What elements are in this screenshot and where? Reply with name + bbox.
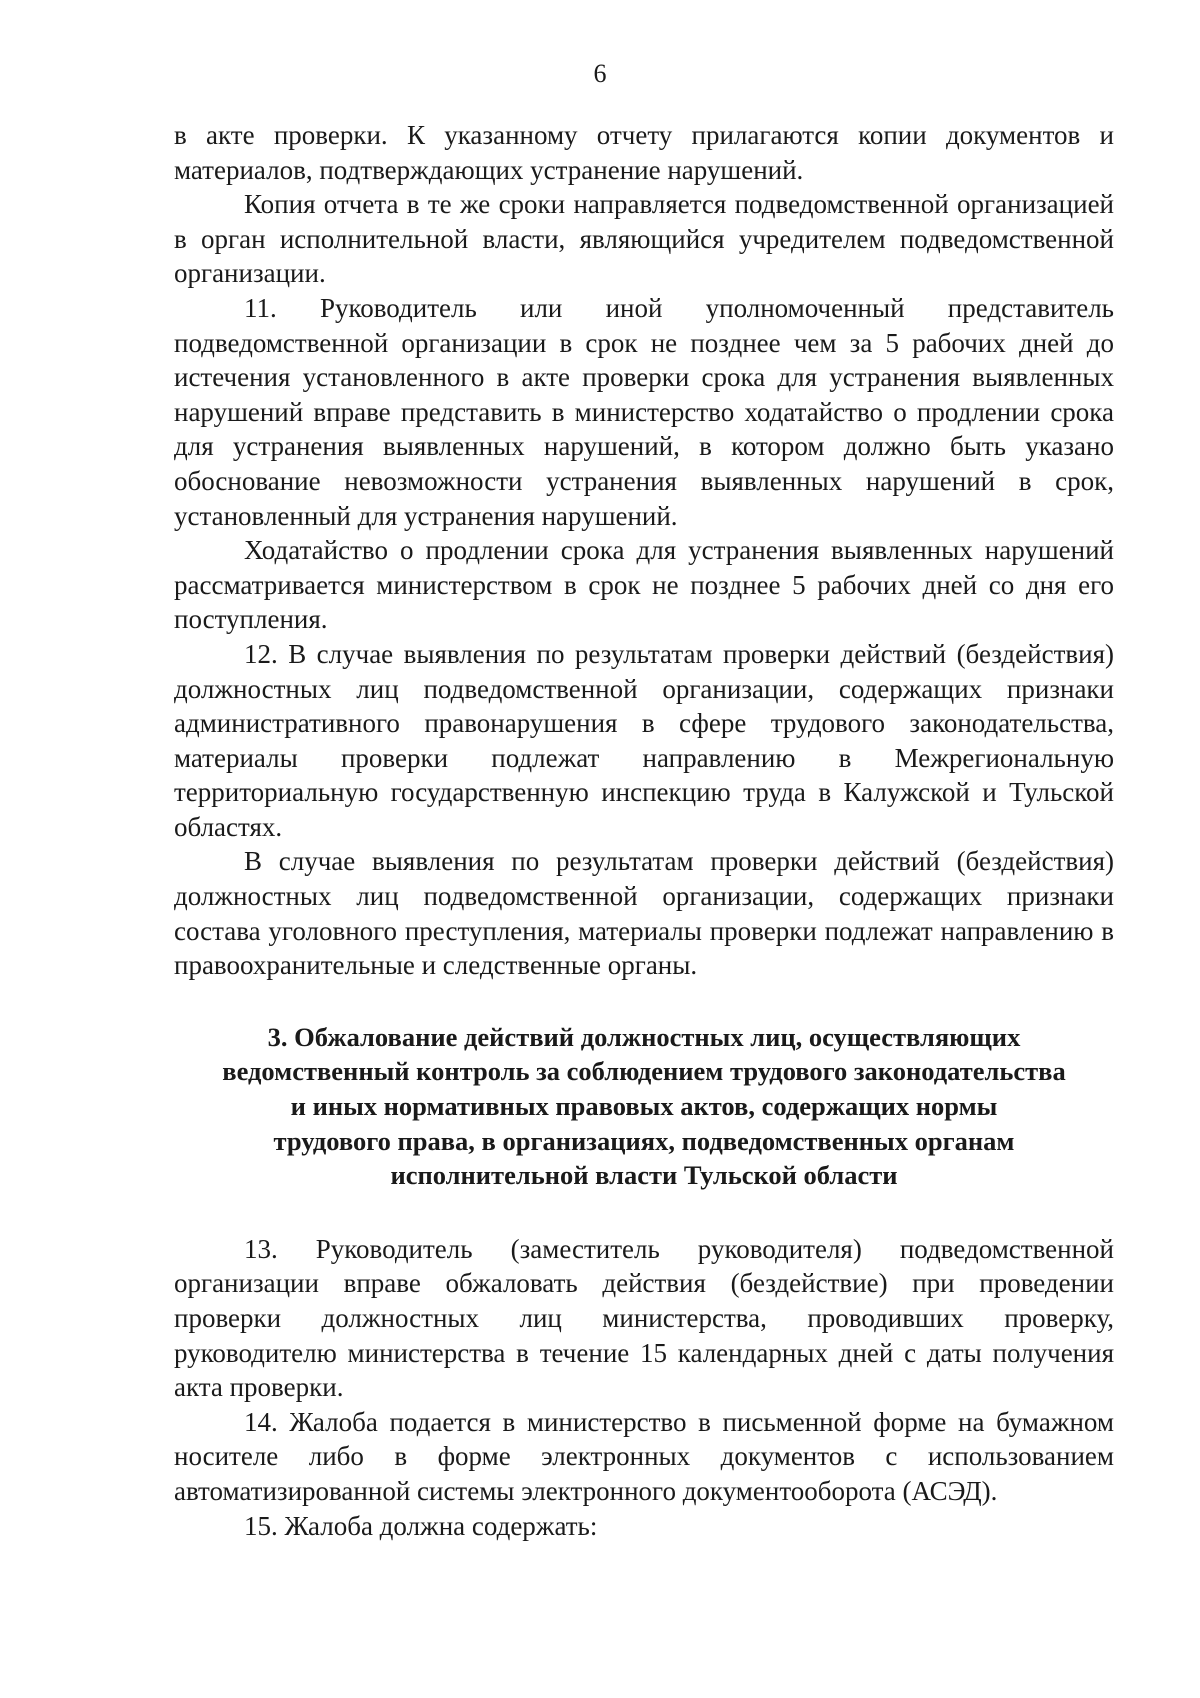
paragraph-item-14: 14. Жалоба подается в министерство в письменной форме на бумажном носителе либо в форме электронных документов с использованием автоматизированной системы электронного документооборота (АСЭД).: [174, 1406, 1114, 1506]
document-body: [174, 118, 1114, 1543]
section-heading-line: исполнительной власти Тульской области: [390, 1160, 898, 1191]
paragraph-item-13: 13. Руководитель (заместитель руководителя) подведомственной организации вправе обжаловать действия (бездействие) при проведении проверки должностных лиц министерства, проводивших проверку, руководителю министерства в течение 15 календарных дней с даты получения акта проверки.: [174, 1233, 1114, 1403]
paragraph-report-copy: Копия отчета в те же сроки направляется подведомственной организацией в орган исполнительной власти, являющийся учредителем подведомственной организации.: [174, 189, 1114, 289]
paragraph-continuation: в акте проверки. К указанному отчету прилагаются копии документов и материалов, подтверждающих устранение нарушений.: [174, 120, 1114, 185]
section-heading-line: трудового права, в организациях, подведомственных органам: [273, 1125, 1015, 1156]
section-heading-line: 3. Обжалование действий должностных лиц, осуществляющих: [267, 1021, 1021, 1052]
section-heading: [174, 1020, 1114, 1193]
paragraph-item-11: 11. Руководитель или иной уполномоченный представитель подведомственной организации в срок не позднее чем за 5 рабочих дней до истечения установленного в акте проверки срока для устранения выявленных нарушений вправе представить в министерство ходатайство о продлении срока для устранения выявленных нарушений, в котором должно быть указано обоснование невозможности устранения выявленных нарушений в срок, установленный для устранения нарушений.: [174, 292, 1114, 531]
paragraph-criminal-materials: В случае выявления по результатам проверки действий (бездействия) должностных лиц подведомственной организации, содержащих признаки состава уголовного преступления, материалы проверки подлежат направлению в правоохранительные и следственные органы.: [174, 846, 1114, 981]
paragraph-extension-request: Ходатайство о продлении срока для устранения выявленных нарушений рассматривается министерством в срок не позднее 5 рабочих дней со дня его поступления.: [174, 535, 1114, 635]
page-number: 6: [593, 59, 607, 88]
section-heading-line: ведомственный контроль за соблюдением трудового законодательства: [222, 1056, 1066, 1087]
paragraph-item-15: 15. Жалоба должна содержать:: [244, 1510, 598, 1541]
paragraph-item-12: 12. В случае выявления по результатам проверки действий (бездействия) должностных лиц подведомственной организации, содержащих признаки административного правонарушения в сфере трудового законодательства, материалы проверки подлежат направлению в Межрегиональную территориальную государственную инспекцию труда в Калужской и Тульской областях.: [174, 638, 1114, 842]
section-heading-line: и иных нормативных правовых актов, содержащих нормы: [290, 1091, 998, 1122]
